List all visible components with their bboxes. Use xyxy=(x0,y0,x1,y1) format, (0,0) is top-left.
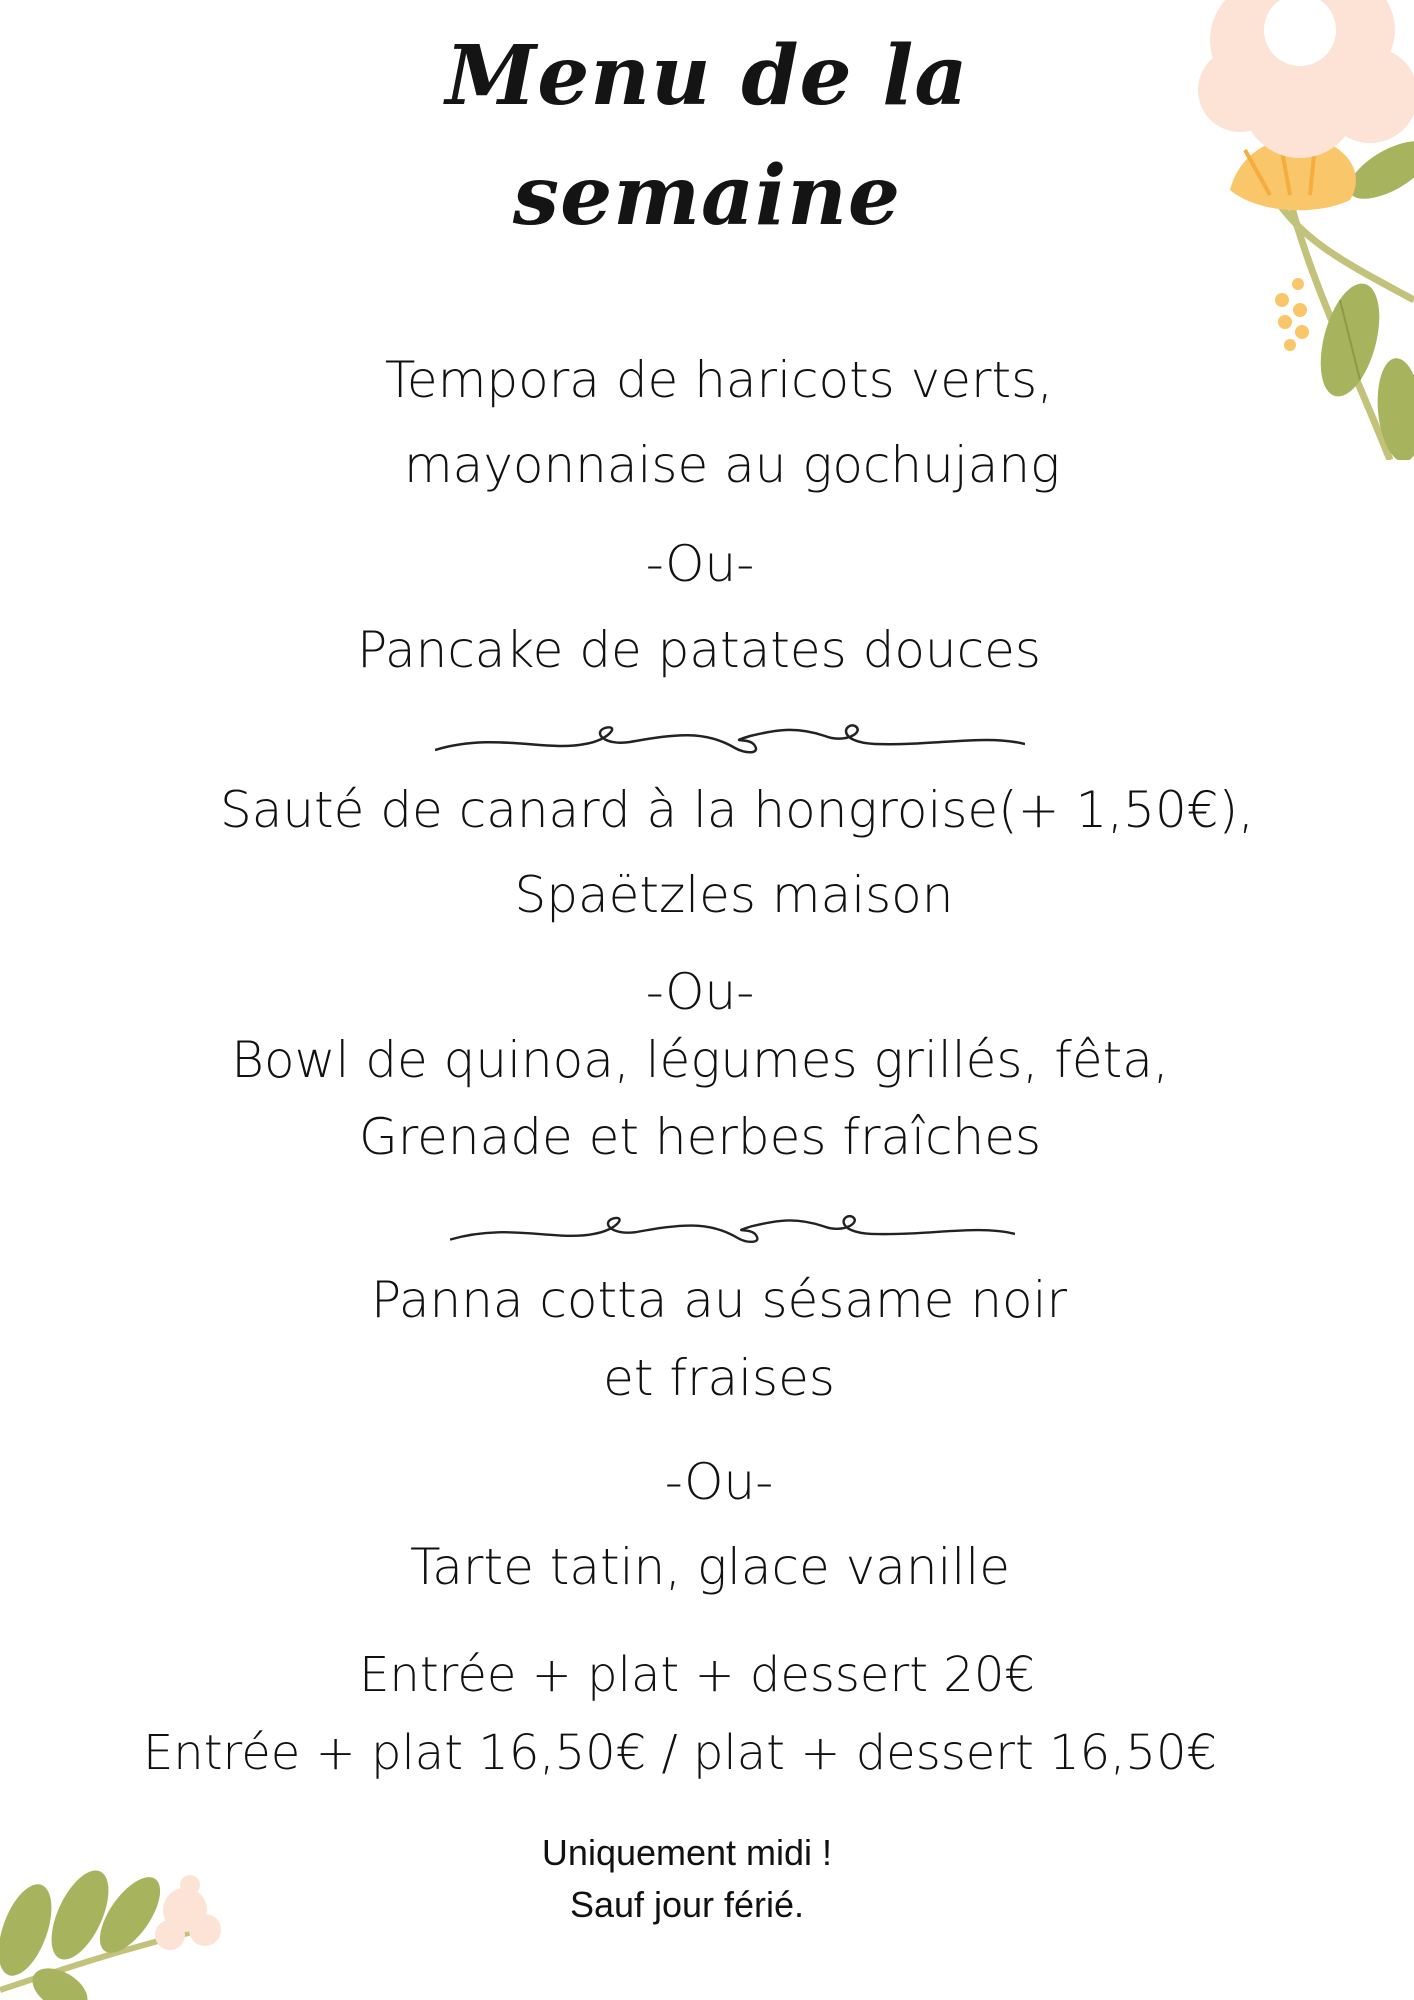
dessert-option-1-line-2: et fraises xyxy=(603,1349,835,1407)
holiday-note: Sauf jour férié. xyxy=(569,1884,805,1925)
starter-option-2: Pancake de patates douces xyxy=(357,621,1041,679)
main-option-1-line-1: Sauté de canard à la hongroise(+ 1,50€), xyxy=(219,781,1254,839)
main-option-2-line-1: Bowl de quinoa, légumes grillés, fêta, xyxy=(231,1031,1169,1089)
price-two-courses: Entrée + plat 16,50€ / plat + dessert 16,50€ xyxy=(142,1725,1218,1781)
dessert-option-1-line-1: Panna cotta au sésame noir xyxy=(370,1271,1068,1329)
swirl-divider-icon xyxy=(450,1212,1015,1252)
starter-option-1-line-1: Tempora de haricots verts, xyxy=(384,351,1054,409)
leaf-icon xyxy=(0,1860,240,2000)
main-option-1-line-2: Spaëtzles maison xyxy=(514,866,954,924)
page-title-line-1: Menu de la xyxy=(445,28,969,124)
price-full-menu: Entrée + plat + dessert 20€ xyxy=(359,1647,1035,1703)
starter-option-1-line-2: mayonnaise au gochujang xyxy=(403,436,1061,494)
lunch-only-note: Uniquement midi ! xyxy=(541,1832,833,1873)
dessert-separator: -Ou- xyxy=(664,1453,774,1511)
main-separator: -Ou- xyxy=(645,963,755,1021)
swirl-divider-icon xyxy=(435,722,1025,762)
dessert-option-2: Tarte tatin, glace vanille xyxy=(410,1538,1010,1596)
main-option-2-line-2: Grenade et herbes fraîches xyxy=(358,1108,1042,1166)
page-title-line-2: semaine xyxy=(512,148,902,244)
starter-separator: -Ou- xyxy=(645,535,755,593)
